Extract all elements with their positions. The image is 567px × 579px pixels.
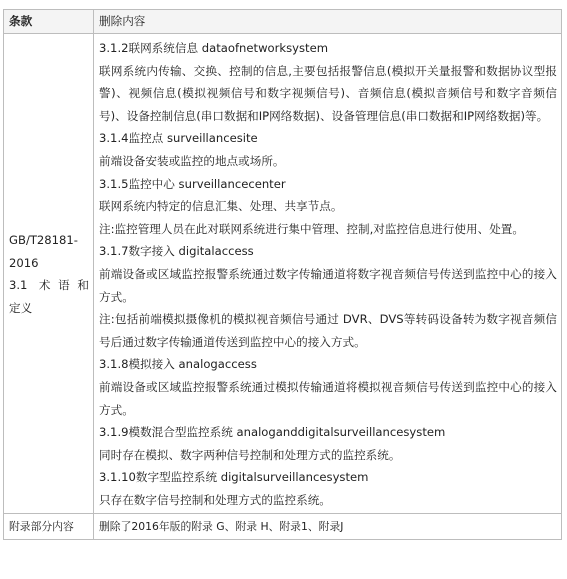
term-heading: 3.1.5监控中心 surveillancecenter [99,176,286,191]
term-heading: 3.1.7数字接入 digitalaccess [99,244,254,259]
term-definition: 前端设备或区域监控报警系统通过模拟传输通道将模拟视音频信号传送到监控中心的接入方式。 [99,379,557,417]
term-definition: 只存在数字信号控制和处理方式的监控系统。 [99,492,331,507]
clause-line: 定义 [9,300,33,315]
table-row [4,34,562,514]
term-heading: 3.1.9模数混合型监控系统 analoganddigitalsurveillancesystem [99,425,446,440]
deleted-content-cell: 删除了2016年版的附录 G、附录 H、附录1、附录J [94,514,562,540]
term-heading: 3.1.2联网系统信息 dataofnetworksystem [99,41,329,55]
header-deleted-content: 删除内容 [94,10,562,34]
term-heading: 3.1.10数字型监控系统 digitalsurveillancesystem [99,470,369,485]
term-definition: 联网系统内传输、交换、控制的信息,主要包括报警信息(模拟开关量报警和数据协议型报警)、视频信息(模拟视频信号和数字视频信号)、音频信息(模拟音频信号和数字音频信号)、设备控制信息(串口数据和IP网络数据)、设备管理信息(串口数据和IP网络数据)等。 [99,63,557,123]
term-definition: 前端设备或区域监控报警系统通过数字传输通道将数字视音频信号传送到监控中心的接入方式。 [99,266,557,304]
clause-line: 2016 [9,255,39,270]
table-header-row [4,10,562,34]
clause-line: 3.1 术语和 [9,278,89,293]
term-note: 注:监控管理人员在此对联网系统进行集中管理、控制,对监控信息进行使用、处置。 [99,221,524,236]
header-clause: 条款 [4,10,94,34]
term-definition: 同时存在模拟、数字两种信号控制和处理方式的监控系统。 [99,447,401,462]
clause-cell [4,34,94,514]
term-definition: 前端设备安装或监控的地点或场所。 [99,153,285,168]
deletion-table [3,9,562,540]
term-note: 注:包括前端模拟摄像机的模拟视音频信号通过 DVR、DVS等转码设备转为数字视音频信号后通过数字传输通道传送到监控中心的接入方式。 [99,312,557,349]
term-heading: 3.1.4监控点 surveillancesite [99,131,258,146]
deleted-content-cell [94,34,562,514]
clause-line: GB/T28181- [9,233,78,248]
term-definition: 联网系统内特定的信息汇集、处理、共享节点。 [99,199,343,214]
term-heading: 3.1.8模拟接入 analogaccess [99,357,257,372]
table-row [4,514,562,540]
clause-cell: 附录部分内容 [4,514,94,540]
